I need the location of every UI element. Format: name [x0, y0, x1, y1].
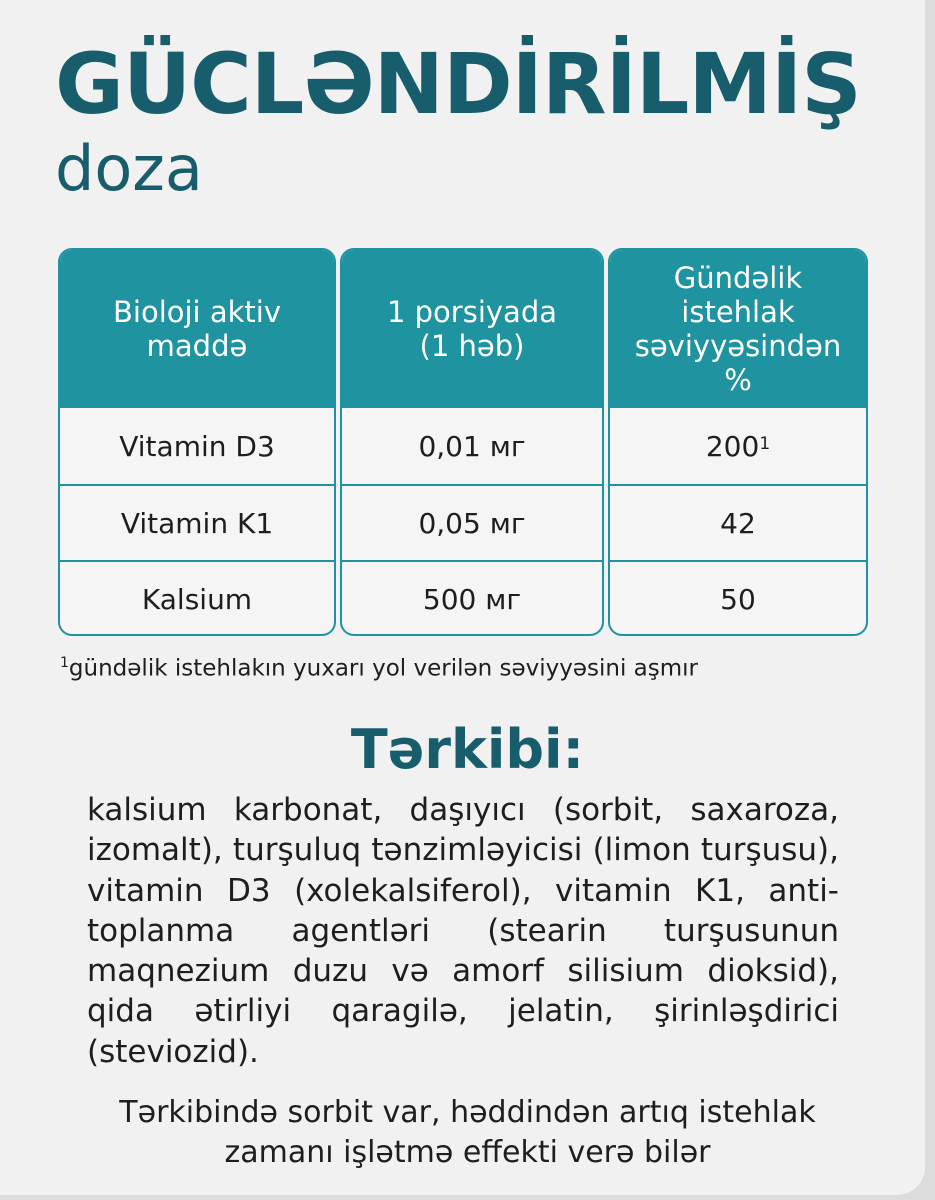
table-cell-percent: 50 [610, 560, 866, 636]
table-cell-percent: 42 [610, 484, 866, 560]
warning-line: zamanı işlətmə effekti verə bilər [224, 1134, 711, 1170]
header-line: istehlak [681, 294, 795, 329]
table-cell-substance: Vitamin D3 [119, 429, 275, 463]
footnote [60, 655, 698, 682]
header-line: (1 həb) [419, 329, 525, 363]
table-column-amount [340, 248, 604, 636]
header-line: səviyyəsindən % [634, 329, 842, 398]
percent-value: 200 [705, 429, 760, 463]
page-subtitle: doza [55, 132, 203, 205]
column-header-amount [342, 250, 602, 408]
table-cell-amount: 0,05 мг [342, 484, 602, 560]
warning-text [60, 1093, 875, 1172]
header-line: Bioloji aktiv [113, 294, 281, 329]
footnote-marker: 1 [60, 655, 69, 671]
table-column-substance [58, 248, 336, 636]
header-line: Gündəlik [673, 260, 803, 295]
table-cell-amount: 0,01 мг [418, 429, 526, 463]
column-header-substance [60, 250, 334, 408]
table-column-percent [608, 248, 868, 636]
header-line: maddə [146, 329, 248, 363]
header-line: 1 porsiyada [386, 294, 558, 329]
table-cell-percent [610, 408, 866, 484]
dosage-table [58, 248, 868, 636]
table-cell-substance: Vitamin K1 [60, 484, 334, 560]
warning-line: Tərkibində sorbit var, həddindən artıq istehlak [119, 1095, 816, 1130]
composition-title: Tərkibi: [350, 718, 585, 781]
page-title: GÜCLƏNDİRİLMİŞ [55, 35, 861, 133]
composition-text: kalsium karbonat, daşıyıcı (sorbit, saxaroza, izomalt), turşuluq tənzimləyicisi (limon turşusu), vitamin D3 (xolekalsiferol), vitamin K1, anti-toplanma agentləri (stearin turşusunun maqnezium duzu və amorf silisium dioksid), qida ətirliyi qaragilə, jelatin, şirinləşdirici (steviozid). [87, 792, 839, 1070]
footnote-text: gündəlik istehlakın yuxarı yol verilən səviyyəsini aşmır [68, 655, 698, 682]
footnote-marker: 1 [759, 433, 771, 454]
table-cell-substance: Kalsium [60, 560, 334, 636]
table-cell-amount: 500 мг [342, 560, 602, 636]
column-header-percent [610, 250, 866, 408]
